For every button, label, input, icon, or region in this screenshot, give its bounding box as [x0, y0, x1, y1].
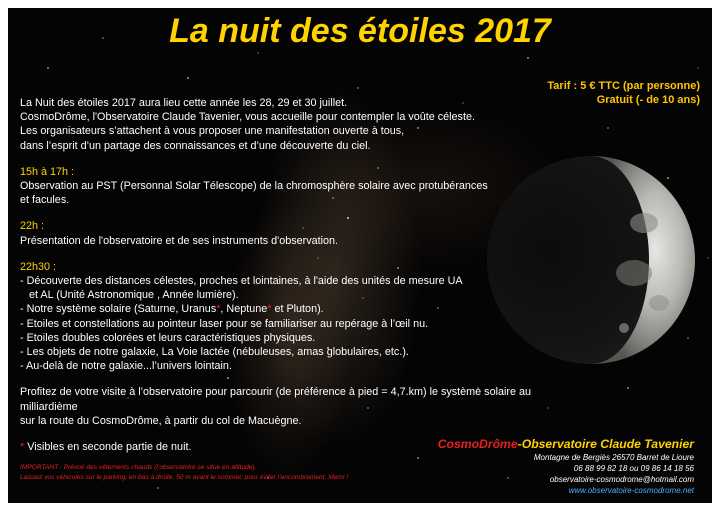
- section-line: Observation au PST (Personnal Solar Télescope) de la chromosphère solaire avec protubérances: [20, 180, 488, 193]
- important-line: IMPORTANT : Prévoir des vêtements chauds (l’observatoire se situe en altitude).: [20, 464, 257, 471]
- intro-line: Les organisateurs s’attachent à vous proposer une manifestation ouverte à tous,: [20, 125, 405, 138]
- main-text: [20, 96, 531, 454]
- section-line: et facules.: [20, 194, 70, 207]
- asterisk-marker: *: [20, 441, 25, 454]
- activity-item: - Découverte des distances célestes, proches et lointaines, à l'aide des unités de mesure UA: [20, 275, 463, 288]
- activity-item: - Au-delà de notre galaxie...l’univers lointain.: [20, 360, 232, 373]
- org-email[interactable]: observatoire-cosmodrome@hotmail.com: [549, 475, 694, 484]
- org-address: Montagne de Bergiès 26570 Barret de Lioure: [533, 453, 694, 462]
- poster-title: La nuit des étoiles 2017: [169, 12, 551, 50]
- visit-tip-line: Profitez de votre visite à l’observatoire pour parcourir (de préférence à pied = 4,7.km) le système solaire au milliardième: [20, 386, 531, 413]
- organization-name: [438, 436, 694, 452]
- section-time: 15h à 17h :: [20, 165, 75, 178]
- asterisk-marker: *: [216, 303, 221, 316]
- solar-system-text: , Neptune: [220, 303, 268, 316]
- activity-item: - Les objets de notre galaxie, La Voie lactée (nébuleuses, amas globulaires, etc.).: [20, 346, 409, 359]
- activity-item: - Etoiles et constellations au pointeur laser pour se familiariser au repérage à l’œil nu.: [20, 317, 429, 330]
- pricing-info: [547, 79, 700, 107]
- asterisk-marker: *: [267, 303, 272, 316]
- tarif-line: Tarif : 5 € TTC (par personne): [547, 80, 700, 92]
- activity-item-continued: et AL (Unité Astronomique , Année lumière).: [26, 289, 239, 302]
- footnote-text: Visibles en seconde partie de nuit.: [24, 441, 192, 454]
- important-line: Laissez vos véhicules sur le parking, en bas à droite, 50 m avant le sommet, pour éviter l’encombrement. Merci !: [20, 474, 349, 481]
- org-name-part: -Observatoire Claude Tavenier: [517, 437, 694, 451]
- activity-item: - Etoiles doubles colorées et leurs caractéristiques physiques.: [20, 331, 316, 344]
- org-website-link[interactable]: www.observatoire-cosmodrome.net: [568, 486, 694, 495]
- poster: [8, 8, 712, 503]
- organization-info: [438, 436, 694, 496]
- org-name-part: CosmoDrôme: [437, 437, 518, 451]
- org-phone: 06 88 99 82 18 ou 09 86 14 18 56: [573, 464, 694, 473]
- activity-item: [20, 288, 520, 302]
- important-notice: [20, 463, 440, 483]
- solar-system-text: et Pluton).: [271, 303, 324, 316]
- intro-line: dans l’esprit d’un partage des connaissances et d’une découverte du ciel.: [20, 139, 371, 152]
- intro-line: La Nuit des étoiles 2017 aura lieu cette année les 28, 29 et 30 juillet.: [20, 97, 348, 109]
- free-entry-line: Gratuit (- de 10 ans): [596, 94, 700, 106]
- activity-item: [20, 302, 520, 316]
- section-line: Présentation de l'observatoire et de ses instruments d'observation.: [20, 234, 339, 247]
- intro-line: CosmoDrôme, l'Observatoire Claude Tavenier, vous accueille pour contempler la voûte céleste.: [20, 111, 475, 124]
- section-time: 22h30 :: [20, 260, 57, 273]
- section-time: 22h :: [20, 220, 45, 233]
- solar-system-text: - Notre système solaire (Saturne, Uranus: [20, 303, 217, 316]
- visit-tip-line: sur la route du CosmoDrôme, à partir du col de Macuègne.: [20, 414, 302, 427]
